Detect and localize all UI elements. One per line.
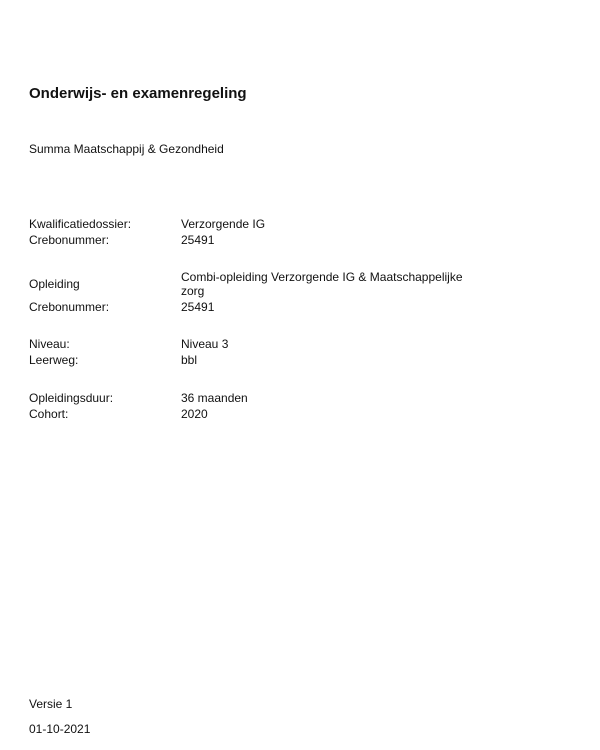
organization-name: Summa Maatschappij & Gezondheid [29,142,224,156]
field-value: bbl [181,353,198,367]
field-label: Opleiding [29,277,80,291]
field-value: Verzorgende IG [181,217,266,231]
field-value: Combi-opleiding Verzorgende IG & Maatschappelijke zorg [181,270,463,298]
field-label: Opleidingsduur: [29,391,114,405]
field-value: 2020 [181,407,208,421]
field-label: Crebonummer: [29,233,110,247]
field-label: Cohort: [29,407,69,421]
field-value: 25491 [181,300,215,314]
field-value: 25491 [181,233,215,247]
field-label: Kwalificatiedossier: [29,217,132,231]
field-value: 36 maanden [181,391,248,405]
field-label: Niveau: [29,337,70,351]
field-value: Niveau 3 [181,337,229,351]
document-date: 01-10-2021 [29,722,91,736]
version-label: Versie 1 [29,697,73,711]
field-label: Leerweg: [29,353,79,367]
document-title: Onderwijs- en examenregeling [29,85,247,102]
field-label: Crebonummer: [29,300,110,314]
